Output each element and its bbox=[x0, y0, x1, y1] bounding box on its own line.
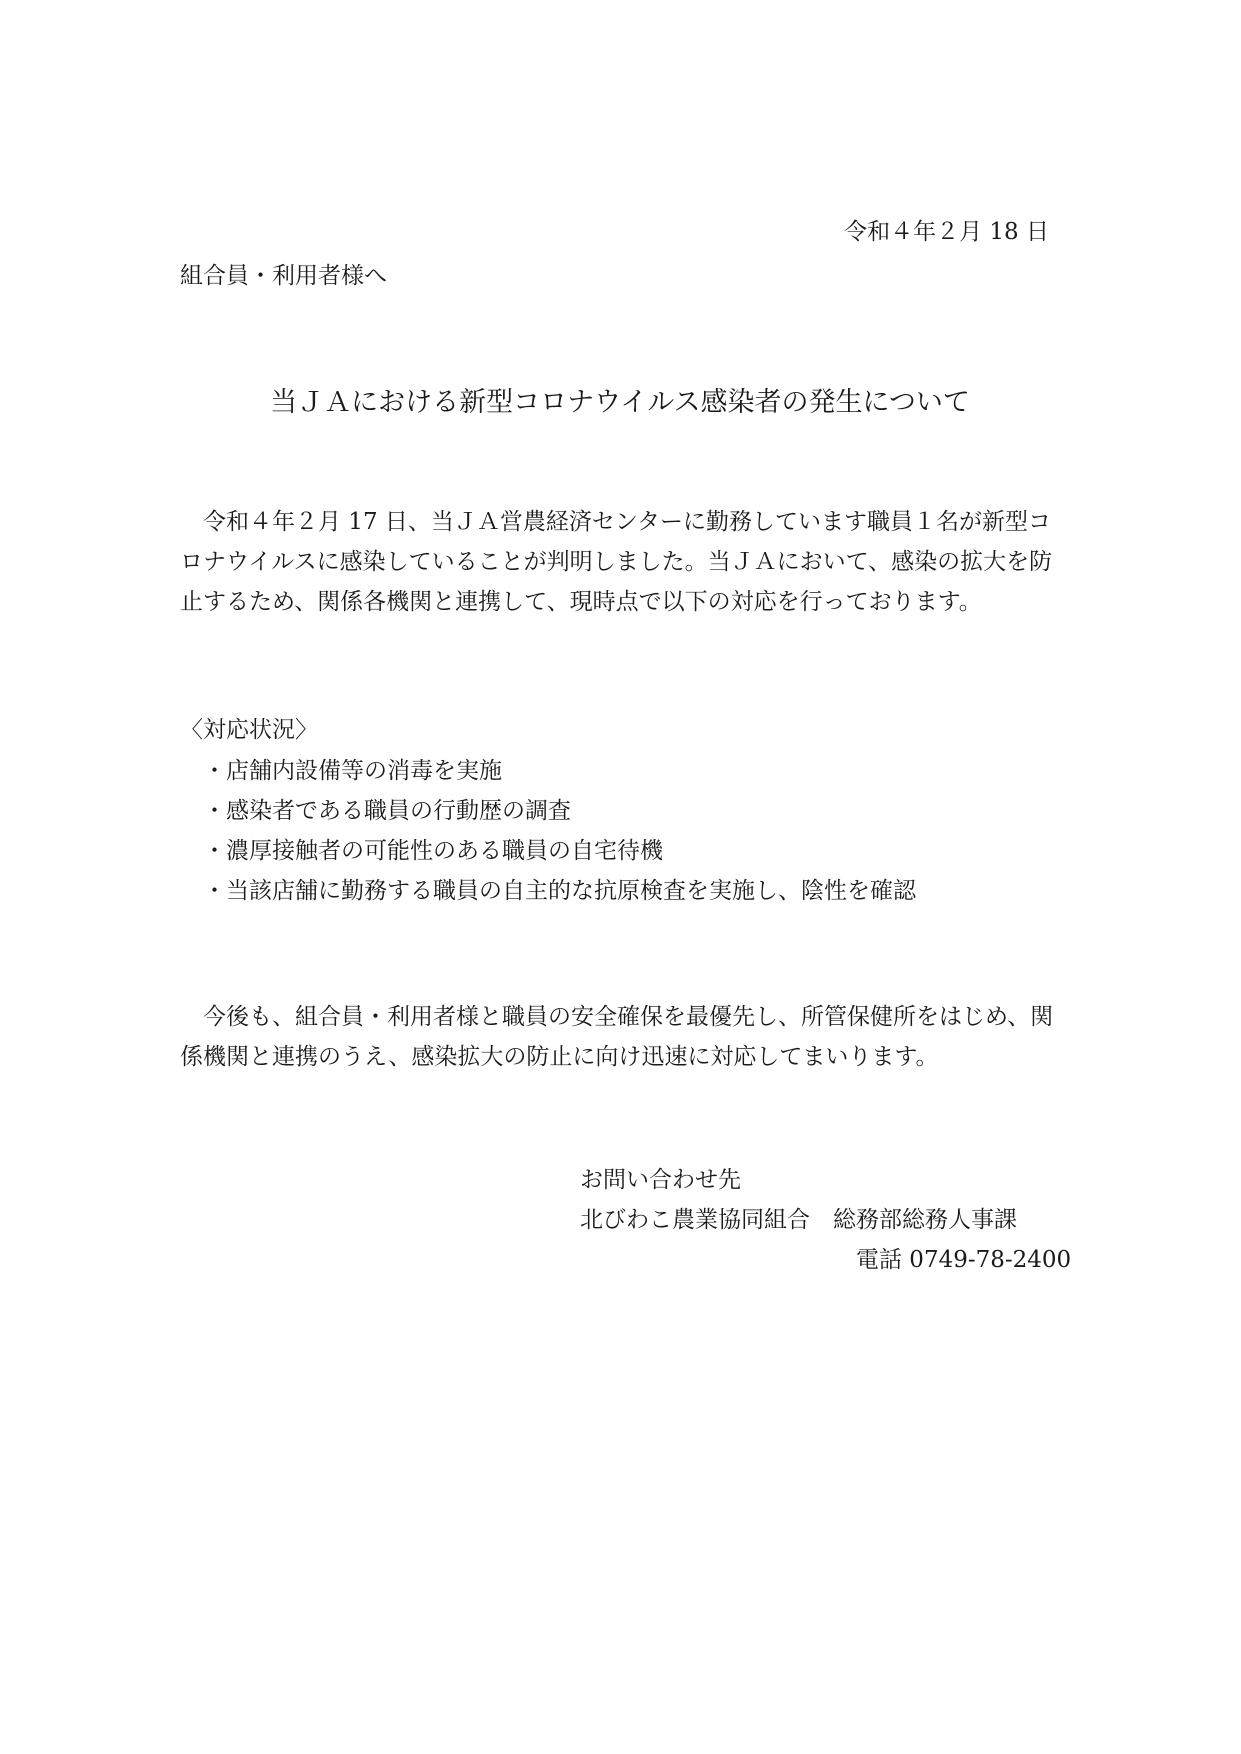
status-item: ・当該店舗に勤務する職員の自主的な抗原検査を実施し、陰性を確認 bbox=[203, 878, 916, 904]
status-item: ・感染者である職員の行動歴の調査 bbox=[203, 798, 571, 824]
contact-block bbox=[580, 1160, 1071, 1280]
status-item: ・濃厚接触者の可能性のある職員の自宅待機 bbox=[203, 838, 663, 864]
status-heading: 〈対応状況〉 bbox=[180, 717, 318, 743]
status-list bbox=[203, 751, 916, 911]
addressee: 組合員・利用者様へ bbox=[180, 263, 387, 289]
document-date: 令和４年２月 18 日 bbox=[844, 219, 1049, 245]
status-item: ・店舗内設備等の消毒を実施 bbox=[203, 758, 502, 784]
body-paragraph-1: 令和４年２月 17 日、当ＪＡ営農経済センターに勤務しています職員１名が新型コロナウイルスに感染していることが判明しました。当ＪＡにおいて、感染の拡大を防止するため、関係各機関と連携して、現時点で以下の対応を行っております。 bbox=[180, 509, 1053, 615]
contact-phone: 電話 0749-78-2400 bbox=[856, 1247, 1072, 1273]
contact-label: お問い合わせ先 bbox=[580, 1167, 741, 1193]
document-title: 当ＪＡにおける新型コロナウイルス感染者の発生について bbox=[270, 387, 970, 418]
body-paragraph-2: 今後も、組合員・利用者様と職員の安全確保を最優先し、所管保健所をはじめ、関係機関と連携のうえ、感染拡大の防止に向け迅速に対応してまいります。 bbox=[180, 1004, 1054, 1070]
contact-organization: 北びわこ農業協同組合 総務部総務人事課 bbox=[580, 1207, 1017, 1233]
